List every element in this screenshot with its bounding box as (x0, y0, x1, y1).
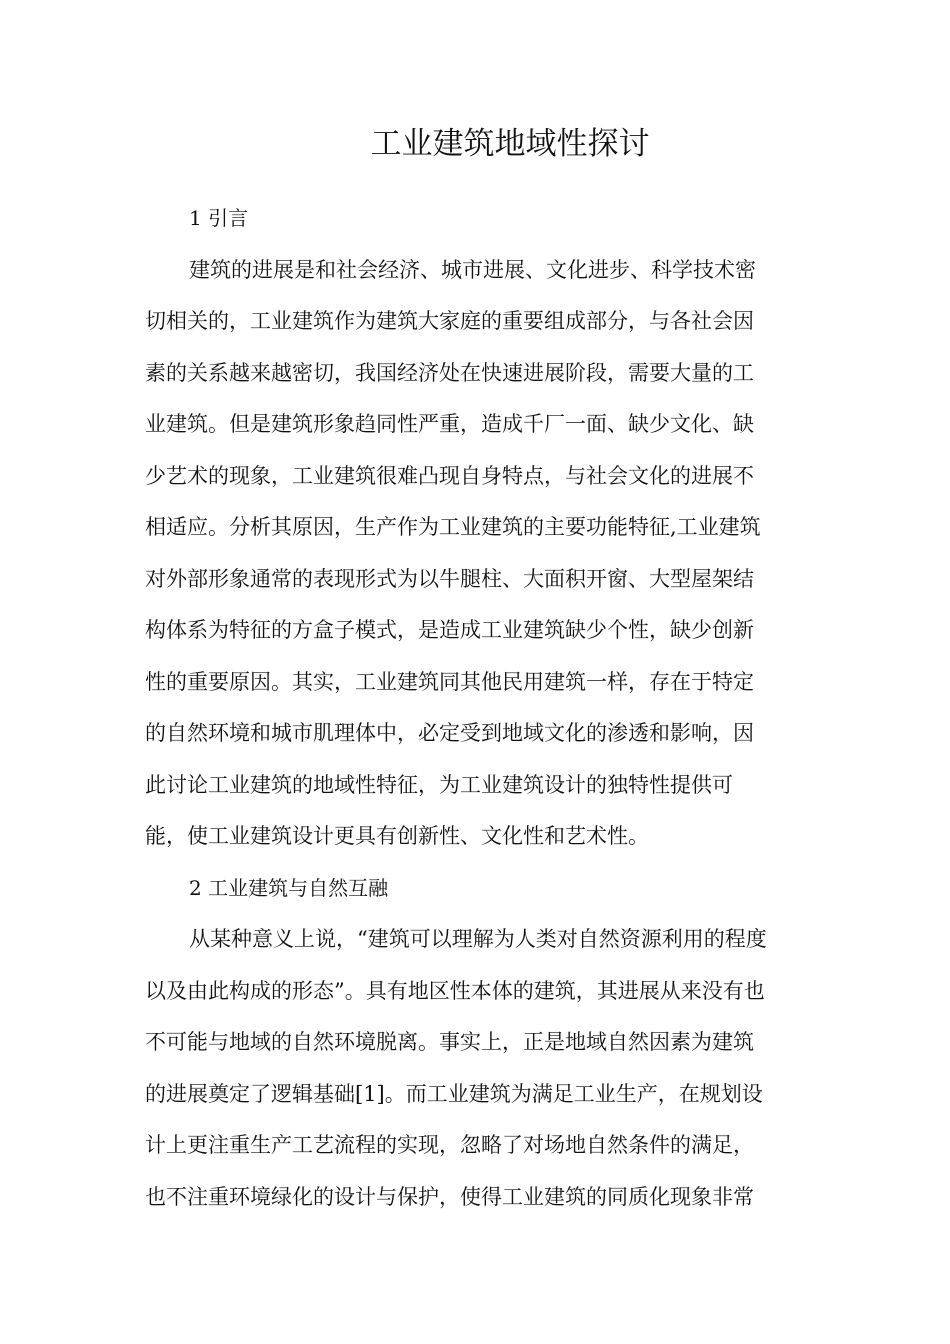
document-body (145, 193, 805, 1223)
text-line: 此讨论工业建筑的地域性特征，为工业建筑设计的独特性提供可 (145, 772, 733, 797)
document-title: 工业建筑地域性探讨 (370, 126, 650, 162)
text-line: 的自然环境和城市肌理体中，必定受到地域文化的渗透和影响，因 (145, 721, 754, 745)
text-line: 建筑的进展是和社会经济、城市进展、文化进步、科学技术密 (189, 257, 756, 282)
text-line: 的进展奠定了逻辑基础[1]。而工业建筑为满足工业生产，在规划设 (145, 1081, 763, 1106)
text-line: 业建筑。但是建筑形象趋同性严重，造成千厂一面、缺少文化、缺 (145, 412, 754, 436)
text-line: 对外部形象通常的表现形式为以牛腿柱、大面积开窗、大型屋架结 (145, 566, 754, 591)
text-line: 切相关的，工业建筑作为建筑大家庭的重要组成部分，与各社会因 (145, 309, 754, 333)
text-line: 素的关系越来越密切，我国经济处在快速进展阶段，需要大量的工 (145, 360, 754, 385)
section-heading-2: 2 工业建筑与自然互融 (189, 875, 389, 900)
text-line: 性的重要原因。其实，工业建筑同其他民用建筑一样，存在于特定 (145, 669, 754, 694)
text-line: 能，使工业建筑设计更具有创新性、文化性和艺术性。 (145, 824, 649, 848)
text-line: 构体系为特征的方盒子模式，是造成工业建筑缺少个性，缺少创新 (145, 618, 754, 642)
text-line: 少艺术的现象，工业建筑很难凸现自身特点，与社会文化的进展不 (145, 463, 754, 488)
text-line: 相适应。分析其原因，生产作为工业建筑的主要功能特征,工业建筑 (145, 515, 761, 539)
text-line: 计上更注重生产工艺流程的实现，忽略了对场地自然条件的满足， (145, 1133, 754, 1157)
section-heading-1: 1 引言 (189, 206, 249, 230)
text-line: 不可能与地域的自然环境脱离。事实上，正是地域自然因素为建筑 (145, 1030, 754, 1054)
text-line: 从某种意义上说，“建筑可以理解为人类对自然资源利用的程度 (189, 927, 767, 951)
text-line: 以及由此构成的形态”。具有地区性本体的建筑，其进展从来没有也 (145, 978, 765, 1003)
text-line: 也不注重环境绿化的设计与保护，使得工业建筑的同质化现象非常 (145, 1184, 754, 1209)
